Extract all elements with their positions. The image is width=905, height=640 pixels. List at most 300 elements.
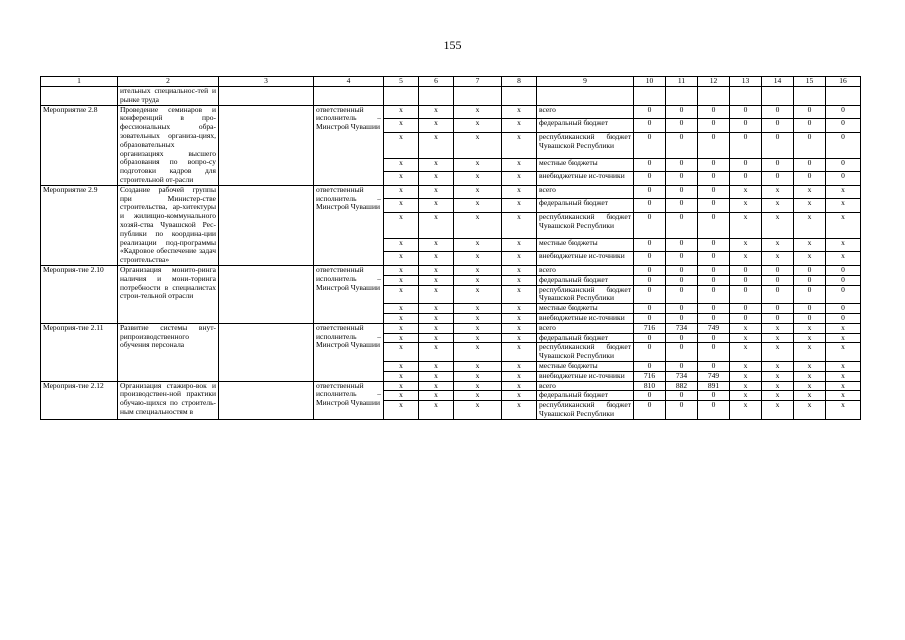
amount-cell: x: [826, 252, 861, 266]
funding-source: федеральный бюджет: [537, 199, 634, 213]
measure-code: Мероприя-тие 2.12: [41, 381, 118, 419]
x-mark: x: [454, 313, 502, 323]
amount-cell: 0: [794, 313, 826, 323]
amount-cell: 0: [666, 252, 698, 266]
table-row: [41, 105, 861, 119]
amount-cell: 0: [666, 119, 698, 133]
column-number: 9: [537, 77, 634, 87]
x-mark: x: [454, 265, 502, 275]
amount-cell: x: [762, 185, 794, 199]
table-row: [41, 265, 861, 275]
measure-name: Проведение семинаров и конференций в про-фессиональных обра-зовательных организа-циях, образовательных организациях высшего образования по вопро-су подготовки кадров для строительной от-расли: [118, 105, 219, 185]
x-mark: x: [502, 252, 537, 266]
funding-source: внебюджетные ис-точники: [537, 313, 634, 323]
amount-cell: x: [730, 185, 762, 199]
amount-cell: 0: [666, 212, 698, 238]
amount-cell: 0: [826, 304, 861, 314]
amount-cell: 0: [698, 238, 730, 252]
amount-cell: 0: [826, 132, 861, 158]
x-mark: x: [384, 313, 419, 323]
x-mark: x: [454, 252, 502, 266]
amount-cell: 0: [730, 172, 762, 186]
funding-source: местные бюджеты: [537, 238, 634, 252]
amount-cell: 0: [794, 132, 826, 158]
funding-source: местные бюджеты: [537, 158, 634, 172]
x-mark: x: [454, 119, 502, 133]
amount-cell: 0: [634, 391, 666, 401]
amount-cell: x: [794, 252, 826, 266]
column-number: 2: [118, 77, 219, 87]
funding-source: местные бюджеты: [537, 304, 634, 314]
amount-cell: 0: [666, 361, 698, 371]
empty-cell: [502, 87, 537, 106]
x-mark: x: [454, 343, 502, 362]
x-mark: x: [419, 238, 454, 252]
column-number: 3: [219, 77, 314, 87]
amount-cell: x: [794, 391, 826, 401]
amount-cell: x: [826, 185, 861, 199]
amount-cell: 0: [666, 199, 698, 213]
funding-source: республиканский бюджет Чувашской Республики: [537, 343, 634, 362]
x-mark: x: [384, 343, 419, 362]
amount-cell: 0: [698, 313, 730, 323]
empty-cell: [219, 87, 314, 106]
amount-cell: 0: [730, 304, 762, 314]
amount-cell: 0: [762, 265, 794, 275]
x-mark: x: [419, 172, 454, 186]
empty-cell: [219, 265, 314, 323]
amount-cell: x: [794, 333, 826, 343]
x-mark: x: [384, 285, 419, 304]
amount-cell: x: [762, 333, 794, 343]
amount-cell: 0: [634, 212, 666, 238]
amount-cell: 0: [730, 132, 762, 158]
x-mark: x: [502, 212, 537, 238]
amount-cell: x: [794, 185, 826, 199]
x-mark: x: [454, 401, 502, 420]
amount-cell: x: [730, 371, 762, 381]
amount-cell: 0: [730, 105, 762, 119]
x-mark: x: [384, 185, 419, 199]
amount-cell: 0: [698, 105, 730, 119]
amount-cell: x: [762, 238, 794, 252]
amount-cell: x: [826, 381, 861, 391]
x-mark: x: [502, 361, 537, 371]
funding-source: федеральный бюджет: [537, 119, 634, 133]
x-mark: x: [502, 119, 537, 133]
x-mark: x: [384, 391, 419, 401]
amount-cell: x: [826, 199, 861, 213]
funding-source: всего: [537, 323, 634, 333]
amount-cell: 0: [698, 119, 730, 133]
amount-cell: 0: [762, 285, 794, 304]
measure-name: Развитие системы внут-рипроизводственного обучения персонала: [118, 323, 219, 381]
amount-cell: 0: [698, 132, 730, 158]
column-number: 5: [384, 77, 419, 87]
x-mark: x: [419, 391, 454, 401]
x-mark: x: [502, 304, 537, 314]
amount-cell: 0: [634, 285, 666, 304]
x-mark: x: [419, 275, 454, 285]
x-mark: x: [502, 391, 537, 401]
amount-cell: 0: [634, 238, 666, 252]
amount-cell: 0: [634, 313, 666, 323]
amount-cell: x: [730, 343, 762, 362]
measure-name: Создание рабочей группы при Министер-стве строительства, ар-хитектуры и жилищно-коммунального хозяй-ства Чувашской Рес-публики по координа-ции реализации под-программы «Кадровое обеспечение задач строительства»: [118, 185, 219, 265]
x-mark: x: [454, 381, 502, 391]
amount-cell: 0: [698, 265, 730, 275]
x-mark: x: [384, 252, 419, 266]
amount-cell: 0: [762, 119, 794, 133]
amount-cell: 0: [666, 304, 698, 314]
amount-cell: x: [826, 401, 861, 420]
amount-cell: 0: [730, 275, 762, 285]
funding-source: всего: [537, 185, 634, 199]
amount-cell: 810: [634, 381, 666, 391]
amount-cell: 0: [762, 304, 794, 314]
amount-cell: x: [794, 212, 826, 238]
x-mark: x: [419, 265, 454, 275]
amount-cell: 0: [666, 391, 698, 401]
x-mark: x: [384, 304, 419, 314]
empty-cell: [219, 381, 314, 419]
executor: ответственный исполнитель – Минстрой Чувашии: [314, 323, 384, 381]
funding-source: местные бюджеты: [537, 361, 634, 371]
amount-cell: 0: [826, 275, 861, 285]
empty-cell: [41, 87, 118, 106]
x-mark: x: [502, 371, 537, 381]
amount-cell: 0: [634, 132, 666, 158]
empty-cell: [219, 185, 314, 265]
x-mark: x: [454, 172, 502, 186]
empty-cell: [219, 323, 314, 381]
amount-cell: 0: [634, 158, 666, 172]
column-number: 6: [419, 77, 454, 87]
empty-cell: [419, 87, 454, 106]
funding-source: республиканский бюджет Чувашской Республики: [537, 401, 634, 420]
x-mark: x: [419, 371, 454, 381]
amount-cell: x: [762, 361, 794, 371]
amount-cell: 716: [634, 323, 666, 333]
amount-cell: 0: [730, 158, 762, 172]
funding-source: всего: [537, 265, 634, 275]
amount-cell: 0: [794, 304, 826, 314]
amount-cell: 0: [794, 119, 826, 133]
funding-source: всего: [537, 381, 634, 391]
column-number: 14: [762, 77, 794, 87]
x-mark: x: [419, 343, 454, 362]
amount-cell: 0: [826, 105, 861, 119]
table-row: [41, 185, 861, 199]
amount-cell: 0: [698, 185, 730, 199]
amount-cell: 0: [698, 343, 730, 362]
amount-cell: 0: [666, 275, 698, 285]
amount-cell: 0: [666, 343, 698, 362]
amount-cell: 0: [698, 212, 730, 238]
amount-cell: x: [826, 391, 861, 401]
amount-cell: x: [794, 199, 826, 213]
amount-cell: 0: [762, 275, 794, 285]
x-mark: x: [384, 132, 419, 158]
empty-cell: [730, 87, 762, 106]
funding-source: внебюджетные ис-точники: [537, 172, 634, 186]
x-mark: x: [502, 172, 537, 186]
amount-cell: 734: [666, 371, 698, 381]
x-mark: x: [384, 265, 419, 275]
x-mark: x: [454, 132, 502, 158]
measure-code: Мероприятие 2.9: [41, 185, 118, 265]
x-mark: x: [454, 333, 502, 343]
funding-source: всего: [537, 105, 634, 119]
amount-cell: x: [762, 343, 794, 362]
amount-cell: 0: [730, 313, 762, 323]
amount-cell: x: [762, 391, 794, 401]
amount-cell: 0: [634, 105, 666, 119]
x-mark: x: [419, 105, 454, 119]
column-number: 4: [314, 77, 384, 87]
amount-cell: 0: [634, 119, 666, 133]
amount-cell: 0: [666, 285, 698, 304]
x-mark: x: [419, 361, 454, 371]
x-mark: x: [454, 275, 502, 285]
measure-name: Организация стажиро-вок и производствен-ной практики обучаю-щихся по строитель-ным специальностям в: [118, 381, 219, 419]
amount-cell: x: [794, 361, 826, 371]
x-mark: x: [384, 212, 419, 238]
amount-cell: 0: [794, 285, 826, 304]
empty-cell: [666, 87, 698, 106]
amount-cell: 0: [826, 285, 861, 304]
x-mark: x: [419, 158, 454, 172]
amount-cell: x: [794, 381, 826, 391]
x-mark: x: [454, 304, 502, 314]
column-number: 13: [730, 77, 762, 87]
amount-cell: 0: [762, 105, 794, 119]
x-mark: x: [384, 119, 419, 133]
empty-cell: [826, 87, 861, 106]
executor: ответственный исполнитель – Минстрой Чувашии: [314, 265, 384, 323]
x-mark: x: [419, 132, 454, 158]
amount-cell: x: [730, 391, 762, 401]
funding-source: внебюджетные ис-точники: [537, 371, 634, 381]
amount-cell: x: [826, 361, 861, 371]
x-mark: x: [384, 275, 419, 285]
amount-cell: 0: [730, 119, 762, 133]
empty-cell: [384, 87, 419, 106]
amount-cell: 0: [666, 172, 698, 186]
amount-cell: x: [730, 212, 762, 238]
column-number: 8: [502, 77, 537, 87]
x-mark: x: [419, 304, 454, 314]
amount-cell: 0: [698, 285, 730, 304]
amount-cell: 882: [666, 381, 698, 391]
empty-cell: [634, 87, 666, 106]
funding-source: республиканский бюджет Чувашской Республики: [537, 285, 634, 304]
x-mark: x: [454, 285, 502, 304]
x-mark: x: [419, 185, 454, 199]
x-mark: x: [502, 313, 537, 323]
x-mark: x: [502, 132, 537, 158]
x-mark: x: [502, 238, 537, 252]
amount-cell: 0: [794, 172, 826, 186]
x-mark: x: [384, 158, 419, 172]
x-mark: x: [454, 238, 502, 252]
amount-cell: 0: [794, 275, 826, 285]
measure-name: Организация монито-ринга наличия и мони-торинга потребности в специалистах строи-тельной отрасли: [118, 265, 219, 323]
x-mark: x: [454, 323, 502, 333]
amount-cell: x: [762, 212, 794, 238]
x-mark: x: [502, 381, 537, 391]
amount-cell: x: [730, 333, 762, 343]
amount-cell: x: [794, 343, 826, 362]
amount-cell: 0: [762, 132, 794, 158]
measure-code: Мероприя-тие 2.10: [41, 265, 118, 323]
x-mark: x: [384, 105, 419, 119]
amount-cell: 0: [794, 158, 826, 172]
x-mark: x: [384, 381, 419, 391]
amount-cell: 0: [826, 119, 861, 133]
amount-cell: 0: [762, 313, 794, 323]
amount-cell: 0: [634, 401, 666, 420]
amount-cell: 0: [634, 304, 666, 314]
amount-cell: 0: [666, 185, 698, 199]
executor: ответственный исполнитель – Минстрой Чувашии: [314, 185, 384, 265]
amount-cell: x: [794, 401, 826, 420]
amount-cell: 0: [634, 343, 666, 362]
amount-cell: 0: [730, 285, 762, 304]
program-table: [40, 76, 861, 420]
amount-cell: x: [794, 238, 826, 252]
amount-cell: 0: [666, 132, 698, 158]
funding-source: республиканский бюджет Чувашской Республики: [537, 212, 634, 238]
amount-cell: x: [730, 401, 762, 420]
x-mark: x: [454, 371, 502, 381]
x-mark: x: [454, 391, 502, 401]
amount-cell: 0: [794, 265, 826, 275]
amount-cell: 0: [698, 199, 730, 213]
x-mark: x: [384, 333, 419, 343]
amount-cell: 891: [698, 381, 730, 391]
amount-cell: 0: [634, 333, 666, 343]
amount-cell: x: [762, 252, 794, 266]
amount-cell: 0: [698, 361, 730, 371]
amount-cell: x: [730, 252, 762, 266]
x-mark: x: [419, 381, 454, 391]
x-mark: x: [502, 323, 537, 333]
empty-cell: [219, 105, 314, 185]
amount-cell: 0: [666, 238, 698, 252]
amount-cell: x: [730, 323, 762, 333]
continued-name: ительных специальнос-тей и рынке труда: [118, 87, 219, 106]
amount-cell: 0: [634, 252, 666, 266]
x-mark: x: [419, 252, 454, 266]
x-mark: x: [419, 313, 454, 323]
empty-cell: [454, 87, 502, 106]
amount-cell: 0: [730, 265, 762, 275]
x-mark: x: [419, 333, 454, 343]
column-number: 16: [826, 77, 861, 87]
column-number: 7: [454, 77, 502, 87]
amount-cell: 0: [666, 401, 698, 420]
x-mark: x: [454, 158, 502, 172]
amount-cell: 0: [826, 172, 861, 186]
amount-cell: 0: [698, 172, 730, 186]
x-mark: x: [419, 323, 454, 333]
amount-cell: 0: [666, 313, 698, 323]
amount-cell: 0: [698, 252, 730, 266]
empty-cell: [698, 87, 730, 106]
table-row: [41, 381, 861, 391]
x-mark: x: [419, 212, 454, 238]
x-mark: x: [502, 275, 537, 285]
column-number: 12: [698, 77, 730, 87]
amount-cell: 0: [762, 158, 794, 172]
amount-cell: x: [826, 343, 861, 362]
funding-source: федеральный бюджет: [537, 333, 634, 343]
empty-cell: [762, 87, 794, 106]
amount-cell: 0: [698, 333, 730, 343]
amount-cell: 749: [698, 323, 730, 333]
amount-cell: x: [730, 361, 762, 371]
amount-cell: 0: [634, 265, 666, 275]
x-mark: x: [454, 105, 502, 119]
x-mark: x: [502, 199, 537, 213]
amount-cell: 0: [634, 361, 666, 371]
x-mark: x: [454, 212, 502, 238]
x-mark: x: [454, 361, 502, 371]
executor: ответственный исполнитель – Минстрой Чувашии: [314, 381, 384, 419]
x-mark: x: [502, 105, 537, 119]
amount-cell: 0: [634, 185, 666, 199]
amount-cell: 0: [762, 172, 794, 186]
column-number: 15: [794, 77, 826, 87]
funding-source: федеральный бюджет: [537, 391, 634, 401]
x-mark: x: [502, 158, 537, 172]
amount-cell: 0: [826, 313, 861, 323]
amount-cell: x: [730, 238, 762, 252]
column-number: 10: [634, 77, 666, 87]
measure-code: Мероприятие 2.8: [41, 105, 118, 185]
amount-cell: x: [794, 323, 826, 333]
x-mark: x: [502, 343, 537, 362]
funding-source: внебюджетные ис-точники: [537, 252, 634, 266]
amount-cell: 0: [826, 158, 861, 172]
amount-cell: x: [762, 371, 794, 381]
amount-cell: 749: [698, 371, 730, 381]
amount-cell: x: [826, 333, 861, 343]
amount-cell: 0: [794, 105, 826, 119]
amount-cell: x: [762, 199, 794, 213]
amount-cell: 0: [666, 158, 698, 172]
amount-cell: 0: [666, 265, 698, 275]
x-mark: x: [384, 199, 419, 213]
amount-cell: 0: [666, 333, 698, 343]
x-mark: x: [384, 172, 419, 186]
amount-cell: 0: [698, 391, 730, 401]
amount-cell: x: [826, 323, 861, 333]
x-mark: x: [502, 265, 537, 275]
amount-cell: x: [826, 371, 861, 381]
x-mark: x: [384, 361, 419, 371]
x-mark: x: [384, 401, 419, 420]
measure-code: Мероприя-тие 2.11: [41, 323, 118, 381]
x-mark: x: [419, 401, 454, 420]
x-mark: x: [454, 199, 502, 213]
page-number: 155: [443, 38, 462, 52]
amount-cell: 734: [666, 323, 698, 333]
amount-cell: 716: [634, 371, 666, 381]
amount-cell: 0: [666, 105, 698, 119]
x-mark: x: [384, 371, 419, 381]
